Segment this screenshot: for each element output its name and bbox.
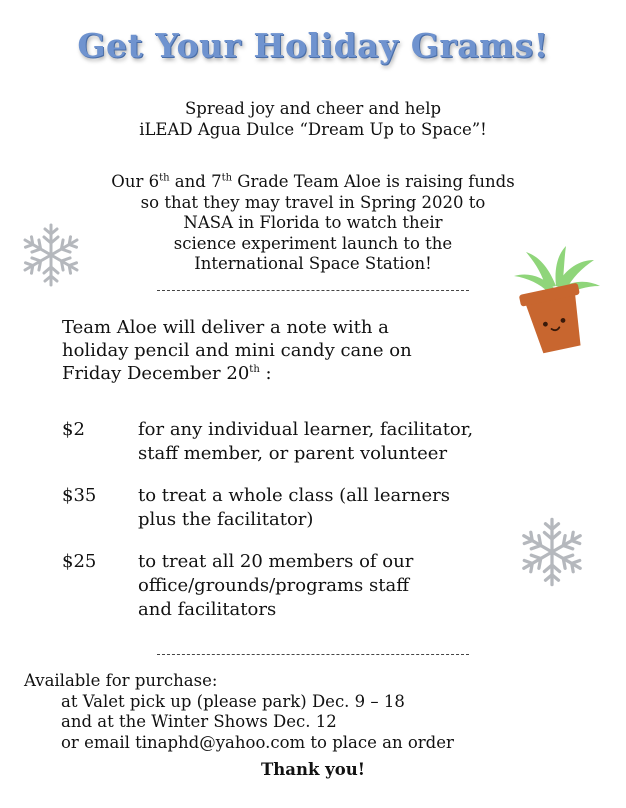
snowflake-icon [514, 514, 590, 590]
delivery-line-3: Friday December 20th : [62, 363, 272, 384]
availability-line-3: or email tinaphd@yahoo.com to place an order [61, 732, 454, 752]
snowflake-icon [16, 220, 86, 290]
delivery-line-2: holiday pencil and mini candy cane on [62, 340, 412, 361]
fundraiser-line-4: science experiment launch to the [173, 233, 453, 253]
fundraiser-line-5: International Space Station! [194, 254, 432, 273]
availability-line-2: and at the Winter Shows Dec. 12 [61, 712, 337, 731]
price-description [138, 484, 578, 532]
price-amount: $35 [62, 485, 97, 506]
availability-line-1: at Valet pick up (please park) Dec. 9 – 18 [61, 691, 405, 711]
divider-bottom [157, 654, 469, 655]
price-desc-line: to treat all 20 members of our [138, 551, 414, 572]
divider-top [157, 290, 469, 291]
fundraiser-line-1: Our 6th and 7th Grade Team Aloe is raising funds [111, 172, 515, 191]
availability-text [24, 671, 454, 753]
page-title: Get Your Holiday Grams! [77, 26, 549, 65]
fundraiser-line-2: so that they may travel in Spring 2020 to [140, 192, 486, 212]
potted-plant-icon [508, 246, 604, 356]
price-amount: $2 [62, 419, 85, 440]
intro-line-2: iLEAD Agua Dulce “Dream Up to Space”! [139, 120, 487, 139]
price-desc-line: staff member, or parent volunteer [138, 443, 448, 464]
availability-heading: Available for purchase: [24, 671, 218, 690]
price-desc-line: office/grounds/programs staff [138, 575, 409, 596]
intro-line-1: Spread joy and cheer and help [184, 99, 442, 118]
thank-you-text: Thank you! [261, 760, 365, 779]
intro-text [0, 98, 626, 140]
price-description [138, 418, 578, 466]
price-desc-line: to treat a whole class (all learners [138, 485, 450, 506]
price-desc-line: and facilitators [138, 599, 277, 620]
price-amount: $25 [62, 551, 97, 572]
delivery-text [62, 316, 562, 385]
price-desc-line: plus the facilitator) [138, 509, 314, 530]
price-description [138, 550, 578, 622]
delivery-line-1: Team Aloe will deliver a note with a [62, 317, 389, 338]
fundraiser-line-3: NASA in Florida to watch their [183, 213, 443, 232]
price-desc-line: for any individual learner, facilitator, [138, 419, 474, 440]
